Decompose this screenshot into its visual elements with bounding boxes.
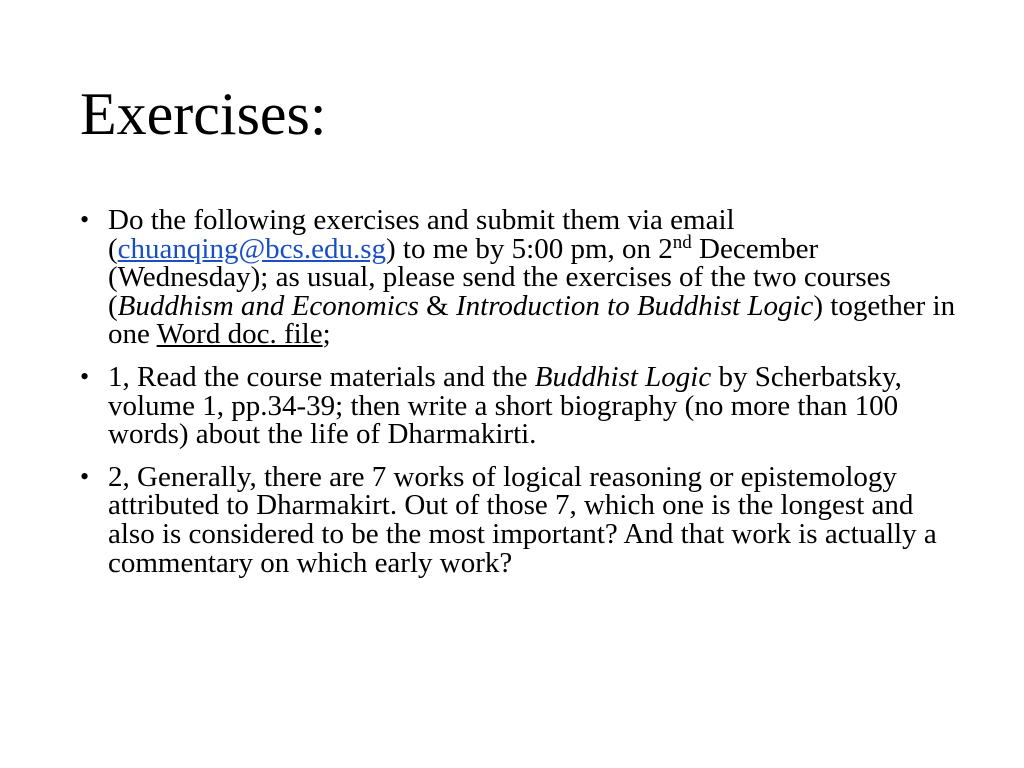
bullet-text: by Scherbatsky, volume 1, pp.34-39; then write a short biography (no more than 100 words) about the life of Dharmakirti.	[108, 360, 902, 451]
bullet-item-submission	[80, 206, 960, 349]
bullet-text: Do the following exercises and submit them via email (	[108, 204, 735, 265]
bullet-text: 1, Read the course materials and the	[108, 360, 535, 393]
email-link[interactable]: chuanqing@bcs.edu.sg	[117, 232, 386, 265]
bullet-text: ) to me by 5:00 pm, on 2	[386, 232, 673, 265]
bullet-text: ;	[322, 318, 331, 351]
bullet-text: December (Wednesday); as usual, please send the exercises of the two courses (	[108, 232, 891, 322]
ordinal-suffix: nd	[672, 231, 692, 253]
file-format-text: Word doc. file	[156, 318, 323, 351]
bullet-text: ) together in one	[108, 289, 956, 351]
bullet-item-exercise-2	[80, 460, 960, 579]
book-title: Buddhist Logic	[534, 360, 712, 393]
bullet-text: 2, Generally, there are 7 works of logical reasoning or epistemology attributed to Dharmakirt. Out of those 7, which one is the longest and also is considered to be the most important? And that work is actually a commentary on which early work?	[108, 460, 937, 579]
slide-title: Exercises:	[80, 81, 327, 147]
course-name: Buddhism and Economics	[117, 289, 419, 322]
bullet-icon: •	[80, 361, 90, 391]
bullet-icon: •	[80, 461, 90, 491]
bullet-list	[80, 206, 960, 591]
course-name: Introduction to Buddhist Logic	[455, 289, 814, 322]
bullet-icon: •	[80, 205, 90, 234]
bullet-item-exercise-1	[80, 360, 960, 451]
bullet-text: &	[418, 289, 456, 322]
